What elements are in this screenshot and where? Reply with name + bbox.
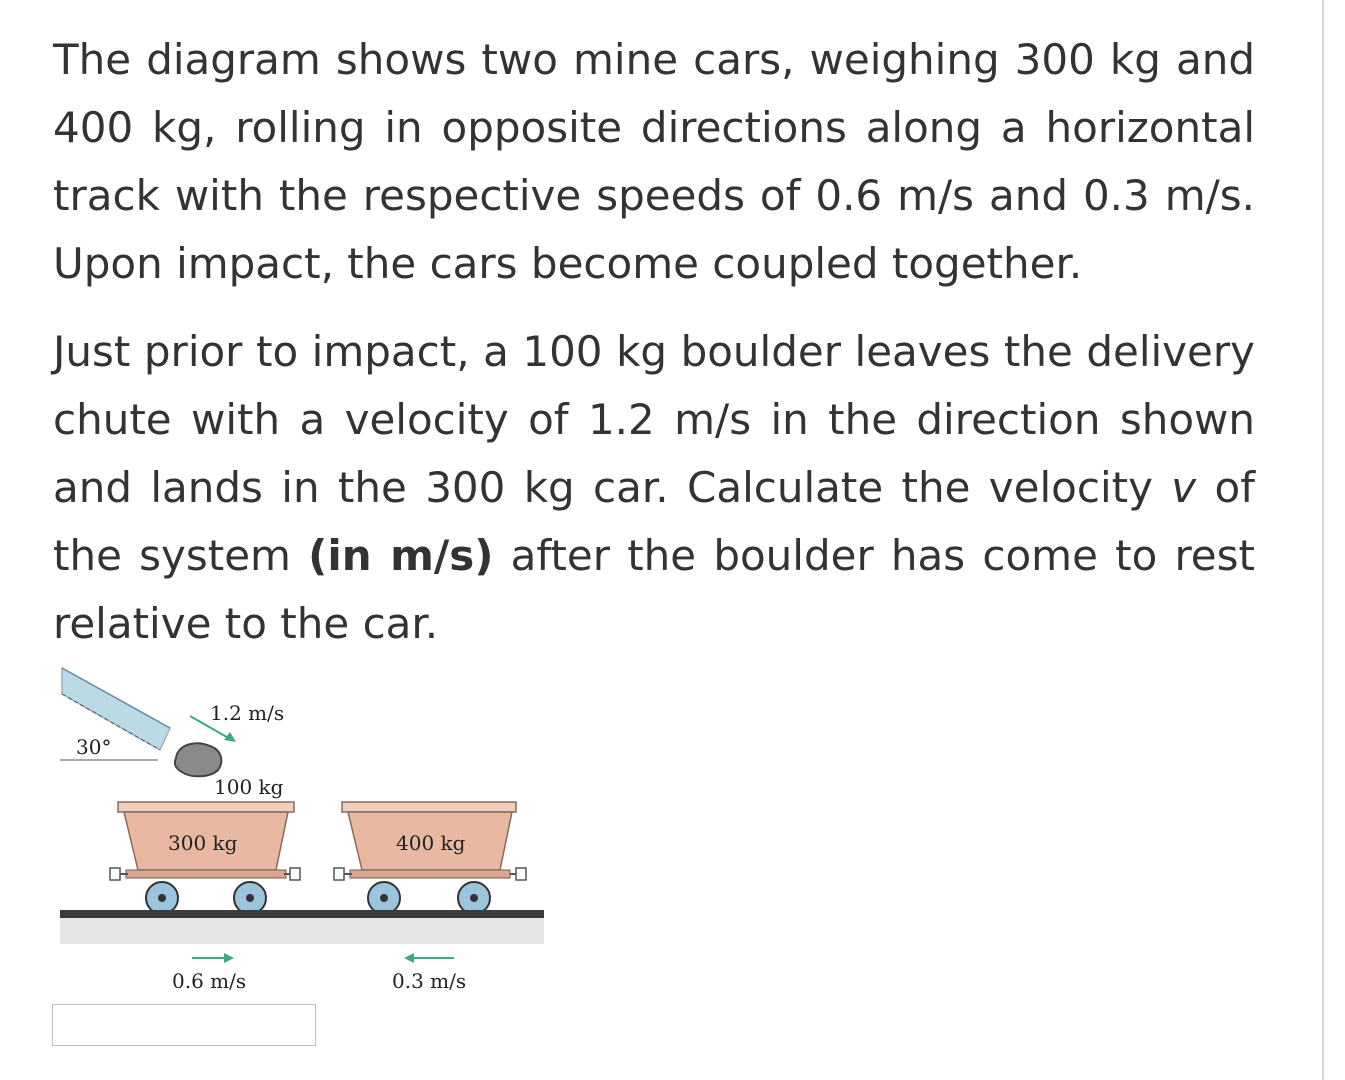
diagram-svg xyxy=(50,660,560,1000)
units-hint: (in m/s) xyxy=(308,531,494,580)
question-paragraph-1: The diagram shows two mine cars, weighing 300 kg and 400 kg, rolling in opposite directions along a horizontal track with the respective speeds of 0.6 m/s and 0.3 m/s. Upon impact, the cars become coupled together. xyxy=(53,35,1255,288)
question-p2-part-c: after the boulder has come to rest relative to the car. xyxy=(53,531,1255,648)
boulder xyxy=(175,743,221,776)
question-p2-part-b: of the system xyxy=(53,463,1255,580)
boulder-mass-label: 100 kg xyxy=(214,775,284,799)
answer-input[interactable] xyxy=(52,1004,316,1046)
question-text xyxy=(53,26,1255,678)
velocity-variable: v xyxy=(1171,463,1197,512)
mine-cars-diagram xyxy=(50,660,560,1000)
car1-mass-label: 300 kg xyxy=(168,831,238,855)
car-400kg xyxy=(334,802,526,914)
car1-speed-label: 0.6 m/s xyxy=(172,969,247,993)
question-p2-part-a: Just prior to impact, a 100 kg boulder leaves the delivery chute with a velocity of 1.2 m/s in the direction shown and lands in the 300 kg car. Calculate the velocity xyxy=(53,327,1255,512)
car-300kg xyxy=(110,802,300,914)
car2-speed-label: 0.3 m/s xyxy=(392,969,467,993)
boulder-speed-label: 1.2 m/s xyxy=(210,701,285,725)
question-paragraph-2 xyxy=(53,318,1255,658)
page-border xyxy=(1322,0,1324,1080)
car2-velocity-arrow xyxy=(404,953,454,963)
car1-velocity-arrow xyxy=(192,953,234,963)
car2-mass-label: 400 kg xyxy=(396,831,466,855)
chute-angle-label: 30° xyxy=(76,735,112,759)
track xyxy=(60,910,544,944)
